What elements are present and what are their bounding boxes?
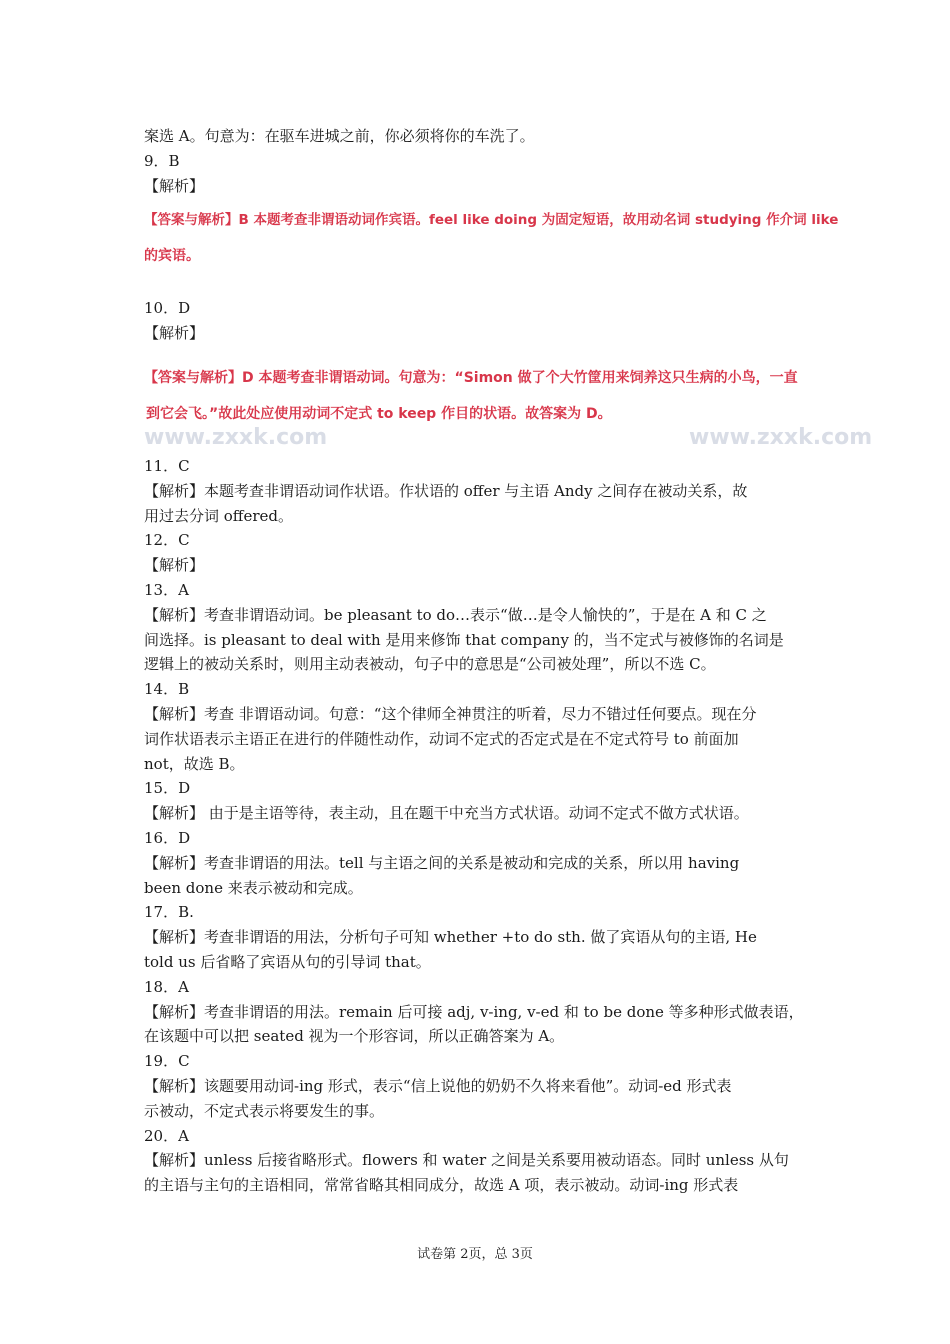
question-number: 15．D — [144, 779, 191, 798]
text-line: 【解析】 由于是主语等待，表主动，且在题干中充当方式状语。动词不定式不做方式状语。 — [144, 804, 749, 823]
text-line: 【解析】该题要用动词-ing 形式，表示“信上说他的奶奶不久将来看他”。动词-ed 形式表 — [144, 1076, 732, 1095]
question-number: 14．B — [144, 680, 190, 699]
image-text-line: 的宾语。 — [144, 248, 200, 265]
analysis-image-9 — [144, 198, 839, 272]
watermark: www.zxxk.com — [144, 424, 328, 450]
image-text-line: 【答案与解析】B 本题考查非谓语动词作宾语。feel like doing 为固定短语，故用动名词 studying 作介词 like — [144, 212, 839, 229]
question-number: 13．A — [144, 580, 189, 599]
text-line: 【解析】考查非谓语的用法。remain 后可接 adj, v-ing, v-ed 和 to be done 等多种形式做表语， — [144, 1002, 804, 1021]
question-number: 19．C — [144, 1052, 190, 1071]
text-line: 【解析】考查非谓语的用法，分析句子可知 whether +to do sth. 做了宾语从句的主语, He — [144, 928, 757, 947]
text-line: told us 后省略了宾语从句的引导词 that。 — [144, 952, 431, 971]
text-line: not，故选 B。 — [144, 754, 245, 773]
analysis-label: 【解析】 — [144, 324, 205, 343]
page-footer: 试卷第 2页，总 3页 — [417, 1247, 533, 1262]
analysis-image-10 — [144, 346, 873, 454]
text-line: 的主语与主句的主语相同，常常省略其相同成分，故选 A 项，表示被动。动词-ing 形式表 — [144, 1176, 739, 1195]
text-line: 示被动，不定式表示将要发生的事。 — [144, 1101, 385, 1120]
question-number: 18．A — [144, 977, 189, 996]
text-line: 逻辑上的被动关系时，则用主动表被动，句子中的意思是“公司被处理”，所以不选 C。 — [144, 655, 716, 674]
text-line: 【解析】考查非谓语的用法。tell 与主语之间的关系是被动和完成的关系，所以用 having — [144, 853, 740, 872]
image-text-line: 到它会飞。”故此处应使用动词不定式 to keep 作目的状语。故答案为 D。 — [146, 405, 612, 422]
image-text-line: 【答案与解析】D 本题考查非谓语动词。句意为：“Simon 做了个大竹筐用来饲养这只生病的小鸟，一直 — [144, 369, 798, 386]
answer-content — [144, 124, 873, 1198]
question-number: 9．B — [144, 151, 180, 170]
text-line: 【解析】考查 非谓语动词。句意：“这个律师全神贯注的听着，尽力不错过任何要点。现在分 — [144, 704, 757, 723]
question-number: 17．B. — [144, 903, 194, 922]
analysis-label: 【解析】 — [144, 556, 205, 575]
question-number: 16．D — [144, 828, 191, 847]
question-number: 12．C — [144, 531, 190, 550]
watermark: www.zxxk.com — [689, 424, 873, 450]
question-number: 11．C — [144, 456, 190, 475]
text-line: 词作状语表示主语正在进行的伴随性动作，动词不定式的否定式是在不定式符号 to 前面加 — [144, 729, 739, 748]
text-line: 在该题中可以把 seated 视为一个形容词，所以正确答案为 A。 — [144, 1027, 565, 1046]
analysis-label: 【解析】 — [144, 176, 205, 195]
text-line: 【解析】unless 后接省略形式。flowers 和 water 之间是关系要用被动语态。同时 unless 从句 — [144, 1151, 789, 1170]
text-line: 间选择。is pleasant to deal with 是用来修饰 that company 的，当不定式与被修饰的名词是 — [144, 630, 784, 649]
text-line: been done 来表示被动和完成。 — [144, 878, 363, 897]
question-number: 20．A — [144, 1126, 189, 1145]
question-number: 10．D — [144, 299, 191, 318]
text-line: 用过去分词 offered。 — [144, 506, 293, 525]
text-line: 【解析】考查非谓语动词。be pleasant to do…表示“做…是令人愉快的”，于是在 A 和 C 之 — [144, 605, 767, 624]
text-line: 案选 A。句意为：在驱车进城之前，你必须将你的车洗了。 — [144, 127, 535, 145]
text-line: 【解析】本题考查非谓语动词作状语。作状语的 offer 与主语 Andy 之间存在被动关系，故 — [144, 481, 748, 500]
